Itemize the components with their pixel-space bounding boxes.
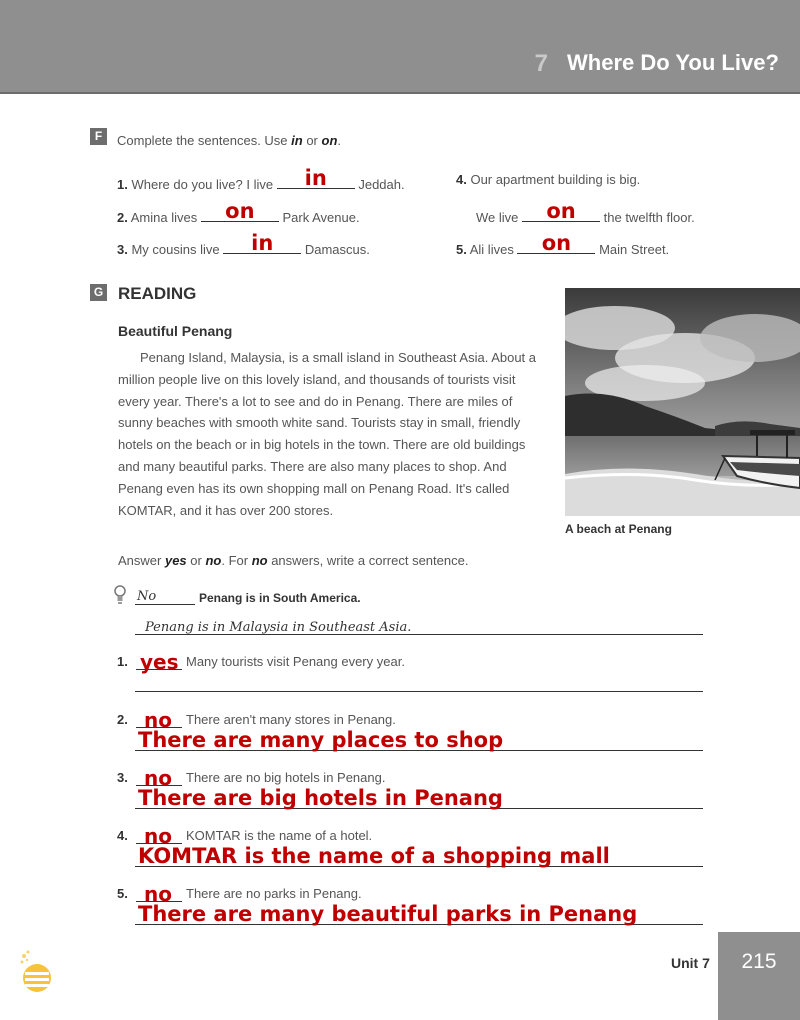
f-item-2: 2. Amina lives on Park Avenue. [117, 199, 360, 225]
section-f-instruction: Complete the sentences. Use in or on. [117, 133, 342, 148]
question-5-blank[interactable] [136, 882, 182, 906]
section-g-label: G [90, 284, 107, 301]
answer-text: on [541, 231, 572, 255]
question-1-blank[interactable] [136, 650, 182, 674]
f-item-1: 1. Where do you live? I live in Jeddah. [117, 166, 405, 192]
page-number: 215 [741, 950, 777, 973]
question-5-statement: There are no parks in Penang. [186, 886, 362, 901]
article-title: Beautiful Penang [118, 323, 233, 339]
answer-text: on [225, 199, 255, 223]
f-item-4: 4. Our apartment building is big. [456, 172, 641, 187]
question-3-statement: There are no big hotels in Penang. [186, 770, 386, 785]
question-5-number: 5. [117, 886, 128, 901]
question-2-correction: There are many places to shop [138, 728, 504, 752]
answer-blank[interactable] [517, 231, 595, 255]
answer-blank[interactable] [277, 166, 355, 190]
question-4-correction: KOMTAR is the name of a shopping mall [138, 844, 610, 868]
question-2-statement: There aren't many stores in Penang. [186, 712, 396, 727]
question-3-correction: There are big hotels in Penang [138, 786, 503, 810]
question-2-number: 2. [117, 712, 128, 727]
question-2-blank[interactable] [136, 708, 182, 732]
question-4-number: 4. [117, 828, 128, 843]
question-4-statement: KOMTAR is the name of a hotel. [186, 828, 373, 843]
example-answer-blank [135, 588, 195, 605]
question-1-statement: Many tourists visit Penang every year. [186, 654, 405, 669]
answer-text: in [304, 166, 327, 190]
example-answer: No [137, 589, 157, 604]
question-5-correction: There are many beautiful parks in Penang [138, 902, 638, 926]
answer-text: on [546, 199, 576, 223]
beach-photo-image [565, 288, 800, 516]
photo-caption: A beach at Penang [565, 522, 672, 536]
question-3-answer: no [144, 766, 172, 790]
lightbulb-icon [114, 585, 126, 605]
article-body: Penang Island, Malaysia, is a small island in Southeast Asia. About a million people live on this lovely island, and thousands of tourists visit every year. There's a lot to see and do in Penang. There are miles of sunny beaches with smooth white sand. Tourists stay in small, friendly hotels on the beach or in big hotels in the town. There are old buildings and many beautiful parks. There are also many places to shop. And Penang even has its own shopping mall on Penang Road. It's called KOMTAR, and it has over 200 stores. [118, 350, 537, 518]
reading-heading: READING [118, 284, 197, 303]
example-correction: Penang is in Malaysia in Southeast Asia. [145, 620, 412, 635]
beach-photo [565, 288, 800, 516]
section-f-label: F [90, 128, 107, 145]
chapter-number: 7 [534, 50, 548, 77]
example-statement: Penang is in South America. [199, 591, 361, 605]
unit-label: Unit 7 [671, 955, 710, 971]
question-4-answer: no [144, 824, 172, 848]
chapter-title: Where Do You Live? [567, 50, 779, 75]
question-1-number: 1. [117, 654, 128, 669]
f-item-4-continued: We live on the twelfth floor. [476, 199, 695, 225]
f-item-3: 3. My cousins live in Damascus. [117, 231, 370, 257]
yes-no-instruction: Answer yes or no. For no answers, write a correct sentence. [118, 553, 469, 568]
question-4-blank[interactable] [136, 824, 182, 848]
question-1-answer: yes [140, 650, 179, 674]
answer-blank[interactable] [522, 199, 600, 223]
answer-blank[interactable] [201, 199, 279, 223]
f-item-5: 5. Ali lives on Main Street. [456, 231, 670, 257]
question-5-answer: no [144, 882, 172, 906]
page-number-box [718, 932, 800, 1020]
chapter-header [0, 0, 800, 94]
question-3-number: 3. [117, 770, 128, 785]
question-3-blank[interactable] [136, 766, 182, 790]
answer-blank[interactable] [223, 231, 301, 255]
publisher-logo-icon [18, 948, 54, 994]
question-1-answer-line[interactable] [135, 691, 703, 692]
answer-text: in [251, 231, 274, 255]
question-2-answer: no [144, 708, 172, 732]
